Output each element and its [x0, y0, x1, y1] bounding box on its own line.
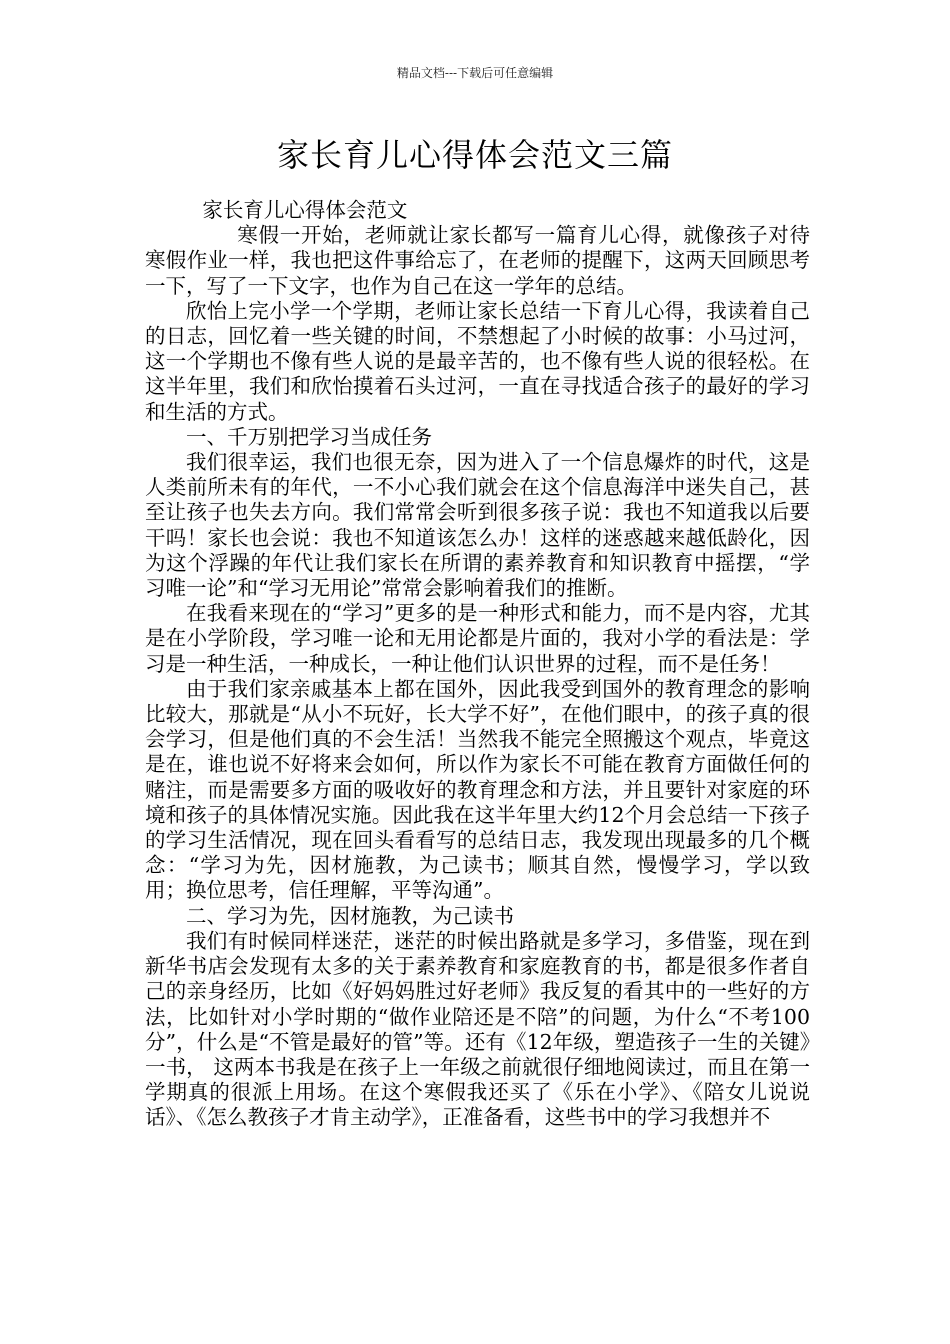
section-subtitle: 家长育儿心得体会范文: [202, 198, 408, 222]
section-heading: 一、千万别把学习当成任务: [186, 424, 432, 449]
paragraph: 我们有时候同样迷茫，迷茫的时候出路就是多学习，多借鉴，现在到新华书店会发现有太多的关于素养教育和家庭教育的书，都是很多作者自己的亲身经历，比如《好妈妈胜过好老师》我反复的看其中的一些好的方法，比如针对小学时期的“做作业陪还是不陪”的问题，为什么“不考100分”，什么是“不管是最好的管”等。还有《12年级，塑造孩子一生的关键》一书， 这两本书我是在孩子上一年级之前就很仔细地阅读过，而且在第一学期真的很派上用场。在这个寒假我还买了《乐在小学》、《陪女儿说说话》、《怎么教孩子才肯主动学》，正准备看，这些书中的学习我想并不: [145, 928, 810, 1130]
paragraph: 寒假一开始，老师就让家长都写一篇育儿心得，就像孩子对待寒假作业一样，我也把这件事给忘了，在老师的提醒下，这两天回顾思考一下，写了一下文字，也作为自己在这一学年的总结。: [145, 223, 810, 298]
paragraph: 欣怡上完小学一个学期，老师让家长总结一下育儿心得，我读着自己的日志，回忆着一些关键的时间，不禁想起了小时候的故事：小马过河，这一个学期也不像有些人说的是最辛苦的，也不像有些人说的很轻松。在这半年里，我们和欣怡摸着石头过河，一直在寻找适合孩子的最好的学习和生活的方式。: [145, 298, 810, 424]
document-body: [145, 198, 810, 1131]
paragraph: 由于我们家亲戚基本上都在国外，因此我受到国外的教育理念的影响比较大，那就是“从小不玩好，长大学不好”，在他们眼中，的孩子真的很会学习，但是他们真的不会生活！当然我不能完全照搬这个观点，毕竟这是在，谁也说不好将来会如何，所以作为家长不可能在教育方面做任何的赌注，而是需要多方面的吸收好的教育理念和方法，并且要针对家庭的环境和孩子的具体情况实施。因此我在这半年里大约12个月会总结一下孩子的学习生活情况，现在回头看看写的总结日志，我发现出现最多的几个概念：“学习为先，因材施教，为己读书；顺其自然，慢慢学习，学以致用；换位思考，信任理解，平等沟通”。: [145, 676, 810, 903]
document-title: 家长育儿心得体会范文三篇: [276, 136, 673, 174]
page-header: 精品文档---下载后可任意编辑: [396, 66, 554, 80]
section-heading: 二、学习为先，因材施教，为己读书: [186, 903, 514, 928]
paragraph: 在我看来现在的“学习”更多的是一种形式和能力，而不是内容，尤其是在小学阶段，学习唯一论和无用论都是片面的，我对小学的看法是：学习是一种生活，一种成长，一种让他们认识世界的过程，而不是任务！: [145, 601, 810, 676]
paragraph: 我们很幸运，我们也很无奈，因为进入了一个信息爆炸的时代，这是人类前所未有的年代，一不小心我们就会在这个信息海洋中迷失自己，甚至让孩子也失去方向。我们常常会听到很多孩子说：我也不知道我以后要干吗！家长也会说：我也不知道该怎么办！这样的迷惑越来越低龄化，因为这个浮躁的年代让我们家长在所谓的素养教育和知识教育中摇摆，“学习唯一论”和“学习无用论”常常会影响着我们的推断。: [145, 450, 810, 601]
